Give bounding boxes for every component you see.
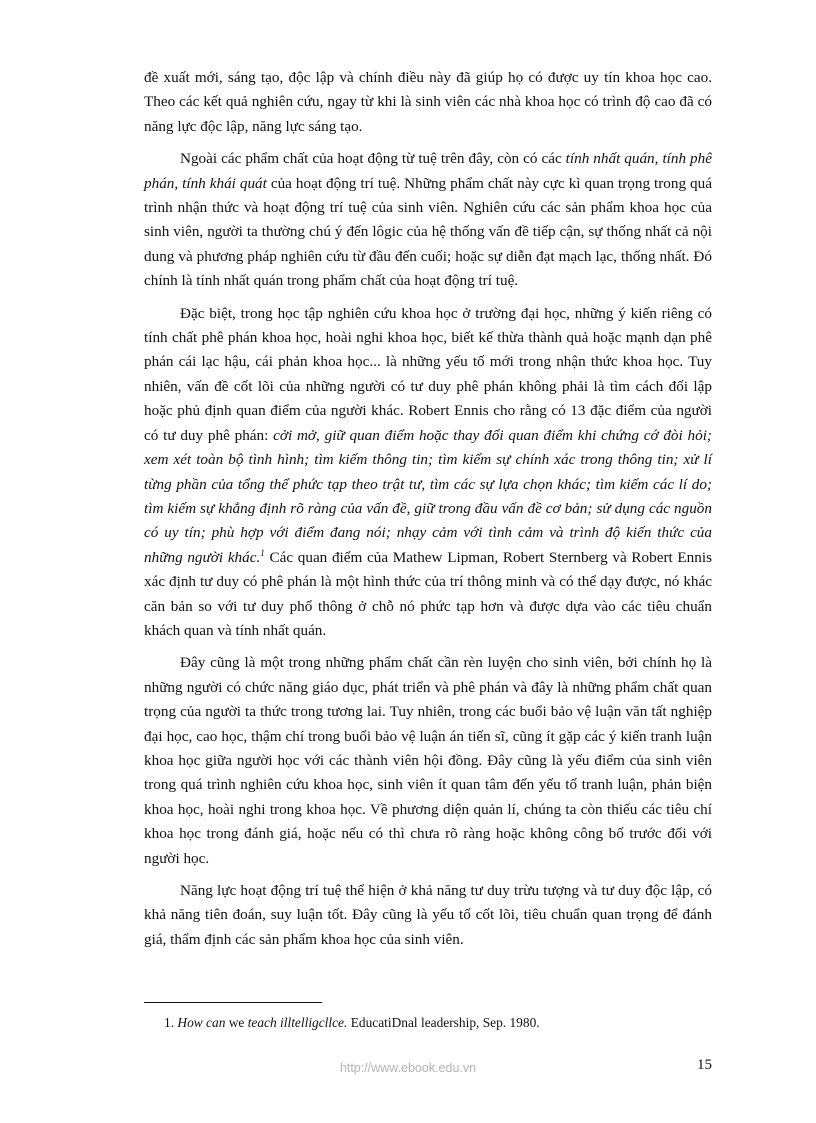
paragraph-4-text: Đây cũng là một trong những phẩm chất cần rèn luyện cho sinh viên, bởi chính họ là những người có chức năng giáo dục, phát triển và phê phán và đây là những phẩm chất quan trọng của người ta thức trong tương lai. Tuy nhiên, trong các buổi bảo vệ luận văn tất nghiệp đại học, cao học, thậm chí trong buổi bảo vệ luận án tiến sĩ, cũng ít gặp các ý kiến tranh luận khoa học giữa người học với các thành viên hội đồng. Đây cũng là yếu điểm của sinh viên trong quá trình nghiên cứu khoa học, sinh viên ít quan tâm đến yếu tố tranh luận, phản biện khoa học, hoài nghi trong khoa học. Về phương diện quản lí, chúng ta còn thiếu các tiêu chí khoa học trong đánh giá, hoặc nếu có thì chưa rõ ràng hoặc không công bố trước đối với người học. [144,654,712,867]
paragraph-5-text: Năng lực hoạt động trí tuệ thể hiện ở khả năng tư duy trừu tượng và tư duy độc lập, có khả năng tiên đoán, suy luận tốt. Đây cũng là yếu tố cốt lõi, tiêu chuẩn quan trọng để đánh giá, thẩm định các sản phẩm khoa học của sinh viên. [144,882,712,948]
paragraph-2-emphasis: tính nhất quán, tính phê phán, tính khái quát [144,150,712,192]
paragraph-2-text-a: Ngoài các phẩm chất của hoạt động từ tuệ trên đây, còn có các [180,150,566,168]
footnote-text-a: we [225,1015,248,1030]
footnote [164,1014,724,1032]
footnote-number: 1. [164,1015,175,1030]
paragraph-5 [144,879,712,952]
paragraph-1 [144,66,712,139]
paragraph-3-text-a: Đặc biệt, trong học tập nghiên cứu khoa học ở trường đại học, những ý kiến riêng có tính chất phê phán khoa học, hoài nghi khoa học, biết kế thừa thành quả hoặc mạnh dạn phê phán cái lạc hậu, cái phản khoa học... là những yếu tố mới trong nhận thức khoa học. Tuy nhiên, vấn đề cốt lõi của những người có tư duy phê phán không phải là tìm cách đối lập hoặc phủ định quan điểm của người khác. Robert Ennis cho rằng có 13 đặc điểm của người có tư duy phê phán: [144,304,712,444]
paragraph-3-emphasis: cởi mở, giữ quan điểm hoặc thay đổi quan điểm khi chứng cớ đòi hỏi; xem xét toàn bộ tình hình; tìm kiếm thông tin; tìm kiếm sự chính xác trong thông tin; xử lí từng phần của tổng thể phức tạp theo trật tư, tìm các sự lựa chọn khác; tìm kiếm các lí do; tìm kiếm sự khẳng định rõ ràng của vấn đề, giữ trong đầu vấn đề cơ bản; sử dụng các nguồn có uy tín; phù hợp với điểm đang nói; nhạy cảm với tình cảm và trình độ kiến thức của những người khác. [144,426,712,566]
footnote-reference: 1 [260,547,265,558]
footnote-text-b: EducatiDnal leadership, Sep. 1980. [347,1015,540,1030]
paragraph-2 [144,147,712,293]
paragraph-3 [144,302,712,644]
page-number: 15 [697,1057,712,1073]
footnote-divider [144,1002,322,1003]
page-body [144,66,712,960]
paragraph-3-text-b: Các quan điểm của Mathew Lipman, Robert Sternberg và Robert Ennis xác định tư duy có phê phán là một hình thức của trí thông minh và có thể dạy được, nó khác căn bản so với tư duy phổ thông ở chỗ nó phức tạp hơn và được dựa vào các tiêu chuẩn khách quan và tính nhất quán. [144,548,713,639]
footer-url: http://www.ebook.edu.vn [339,1061,477,1075]
paragraph-4 [144,651,712,871]
paragraph-2-text-b: của hoạt động trí tuệ. Những phẩm chất này cực kì quan trọng trong quá trình nhận thức và hoạt động trí tuệ của sinh viên. Nghiên cứu các sản phẩm khoa học của sinh viên, người ta thường chú ý đến lôgic của hệ thống vấn đề tiếp cận, sự thống nhất cả nội dung và phương pháp nghiên cứu từ đầu đến cuối; hoặc sự diễn đạt mạch lạc, thống nhất. Đó chính là tính nhất quán trong phẩm chất của hoạt động trí tuệ. [144,174,712,290]
paragraph-1-text: đề xuất mới, sáng tạo, độc lập và chính điều này đã giúp họ có được uy tín khoa học cao. Theo các kết quả nghiên cứu, ngay từ khi là sinh viên các nhà khoa học có trình độ cao đã có năng lực độc lập, năng lực sáng tạo. [144,69,712,135]
footnote-title-a: How can [177,1015,226,1030]
footnote-title-b: teach illtelligcllce. [247,1015,348,1030]
